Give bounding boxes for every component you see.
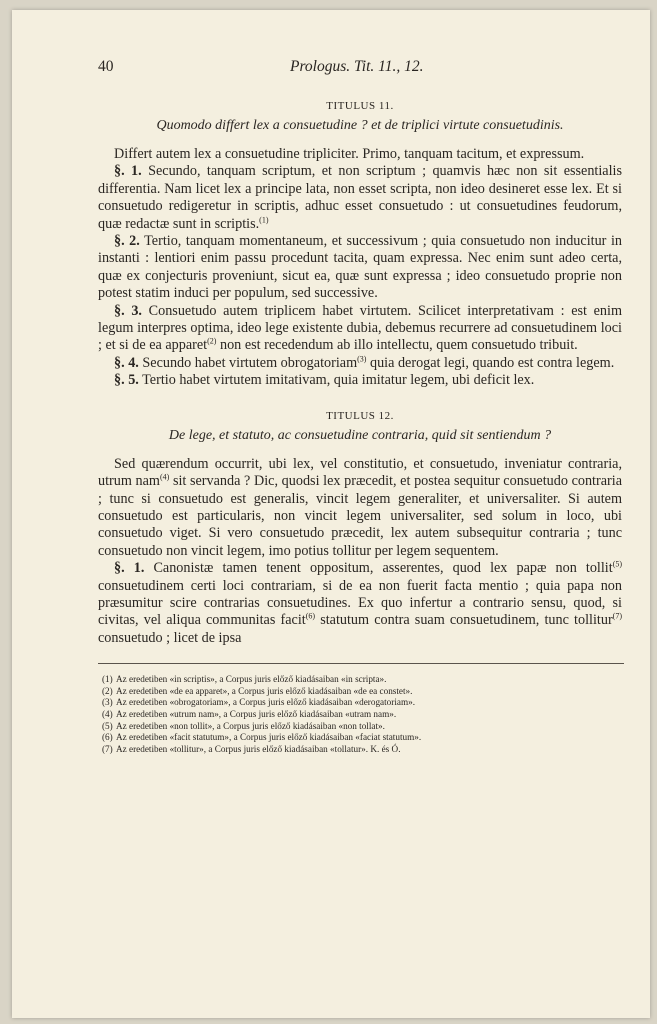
footnote-2 bbox=[98, 686, 622, 698]
title-12-section-1 bbox=[98, 560, 622, 647]
page-header bbox=[98, 58, 622, 80]
footnote-ref-1: (1) bbox=[259, 214, 269, 224]
footnote-number: (1) bbox=[102, 674, 113, 685]
section-text: Tertio, tanquam momentaneum, et successivum ; quia consuetudo non inducitur in instanti : lentiori enim passu procedunt tacita, quam expressa. Nec enim sunt adeo certa, quæ ex conjecturis proveniunt, sicut ea, quæ sunt expressa ; ideo consuetudo proprie non potest statim induci per populum, sed successive. bbox=[98, 233, 622, 302]
footnotes bbox=[98, 674, 622, 755]
footnote-text: Az eredetiben «utrum nam», a Corpus juris előző kiadásaiban «utram nam». bbox=[116, 708, 397, 719]
section-text: Sed quærendum occurrit, ubi lex, vel constitutio, et consuetudo, inveniatur contraria, utrum nam bbox=[98, 455, 622, 490]
footnote-number: (3) bbox=[102, 697, 113, 708]
footnote-ref-3: (3) bbox=[357, 354, 367, 364]
footnote-ref-6: (6) bbox=[305, 611, 316, 621]
title-11-section-2 bbox=[98, 233, 622, 303]
title-12-heading: TITULUS 12. bbox=[326, 409, 394, 422]
footnote-text: Az eredetiben «de ea apparet», a Corpus juris előző kiadásaiban «de ea constet». bbox=[116, 685, 413, 696]
footnote-3 bbox=[98, 697, 622, 709]
book-page bbox=[12, 10, 650, 1018]
section-mark: §. 5. bbox=[114, 372, 139, 389]
title-12-intro bbox=[98, 456, 622, 560]
footnote-5 bbox=[98, 721, 622, 733]
section-mark: §. 2. bbox=[114, 233, 140, 250]
footnote-number: (7) bbox=[102, 743, 113, 754]
title-11-section-5 bbox=[98, 372, 622, 389]
title-11-section-3 bbox=[98, 303, 622, 355]
section-mark: §. 1. bbox=[114, 163, 142, 180]
section-mark: §. 4. bbox=[114, 354, 139, 371]
footnote-7 bbox=[98, 744, 622, 756]
section-mark: §. 1. bbox=[114, 560, 145, 577]
title-11-section-1 bbox=[98, 163, 622, 233]
footnote-text: Az eredetiben «obrogatoriam», a Corpus juris előző kiadásaiban «derogatoriam». bbox=[116, 697, 416, 708]
section-text: Secundo habet virtutem obrogatoriam bbox=[138, 354, 358, 371]
footnote-text: Az eredetiben «tollitur», a Corpus juris előző kiadásaiban «tollatur». K. és Ó. bbox=[116, 743, 401, 754]
footnote-text: Az eredetiben «in scriptis», a Corpus juris előző kiadásaiban «in scripta». bbox=[116, 674, 387, 685]
section-text: Secundo, tanquam scriptum, et non scriptum ; quamvis hæc non sit essentialis differentia. Nam licet lex a principe lata, non esset scripta, non ideo desineret esse lex. Et si consuetudo redigeretur in scriptis, adhuc esset consuetudo : ut consuetudines feudorum, quæ redactæ sunt in scriptis. bbox=[98, 163, 623, 232]
title-12-subtitle: De lege, et statuto, ac consuetudine contraria, quid sit sentiendum ? bbox=[168, 427, 552, 443]
footnote-number: (6) bbox=[102, 732, 113, 743]
section-text: statutum contra suam consuetudinem, tunc tollitur bbox=[315, 612, 613, 629]
section-text: consuetudo ; licet de ipsa bbox=[98, 629, 242, 646]
page-number: 40 bbox=[98, 58, 114, 75]
section-text: sit servanda ? Dic, quodsi lex præcedit, et postea sequitur consuetudo contraria ; tunc si consuetudo est generalis, vincit legem generaliter, et universaliter. Si autem consuetudo est particularis, non vincit legem universaliter, sed solum in loco, ubi consuetudo viget. Si vero consuetudo præcedit, lex autem subsequitur contraria ; tunc consuetudo non vincit legem, imo potius tollitur per legem sequentem. bbox=[98, 473, 622, 559]
section-text: quia derogat legi, quando est contra legem. bbox=[366, 354, 615, 371]
footnote-6 bbox=[98, 732, 622, 744]
section-text: Consuetudo autem triplicem habet virtutem. Scilicet interpretativam : est enim legum interpres optima, ideo lege existente dubia, debemus recurrere ad consuetudinem loci ; et si de ea apparet bbox=[98, 302, 623, 354]
section-text: consuetudinem certi loci contrariam, si de ea non fuerit facta mentio ; quia papa non præsumitur scire contrarias consuetudines. Ex quo infertur a contrario sensu, quod, si civitas, vel aliqua communitas facit bbox=[98, 577, 622, 629]
footnote-text: Az eredetiben «non tollit», a Corpus juris előző kiadásaiban «non tollat». bbox=[116, 720, 385, 731]
section-text: Canonistæ tamen tenent oppositum, asserentes, quod lex papæ non tollit bbox=[144, 560, 613, 577]
footnote-number: (4) bbox=[102, 708, 113, 719]
title-11-section-4 bbox=[98, 355, 622, 372]
footnote-ref-5: (5) bbox=[612, 559, 623, 569]
section-text: Tertio habet virtutem imitativam, quia imitatur legem, ubi deficit lex. bbox=[138, 372, 535, 389]
footnote-ref-2: (2) bbox=[207, 336, 217, 346]
title-11-intro: Differt autem lex a consuetudine tripliciter. Primo, tanquam tacitum, et expressum. bbox=[114, 146, 585, 162]
footnote-text: Az eredetiben «facit statutum», a Corpus juris előző kiadásaiban «faciat statutum». bbox=[116, 732, 422, 743]
title-11-subtitle: Quomodo differt lex a consuetudine ? et de triplici virtute consuetudinis. bbox=[156, 118, 564, 133]
footnote-4 bbox=[98, 709, 622, 721]
section-mark: §. 3. bbox=[114, 302, 142, 319]
footnote-divider bbox=[98, 663, 624, 664]
footnote-1 bbox=[98, 674, 622, 686]
running-title: Prologus. Tit. 11., 12. bbox=[290, 58, 424, 75]
footnote-ref-4: (4) bbox=[159, 472, 170, 482]
footnote-number: (5) bbox=[102, 720, 113, 731]
footnote-ref-7: (7) bbox=[612, 611, 622, 621]
section-text: non est recedendum ab illo intellectu, quem consuetudo tribuit. bbox=[216, 337, 578, 354]
footnote-number: (2) bbox=[102, 685, 113, 696]
title-11-heading: TITULUS 11. bbox=[326, 100, 394, 112]
